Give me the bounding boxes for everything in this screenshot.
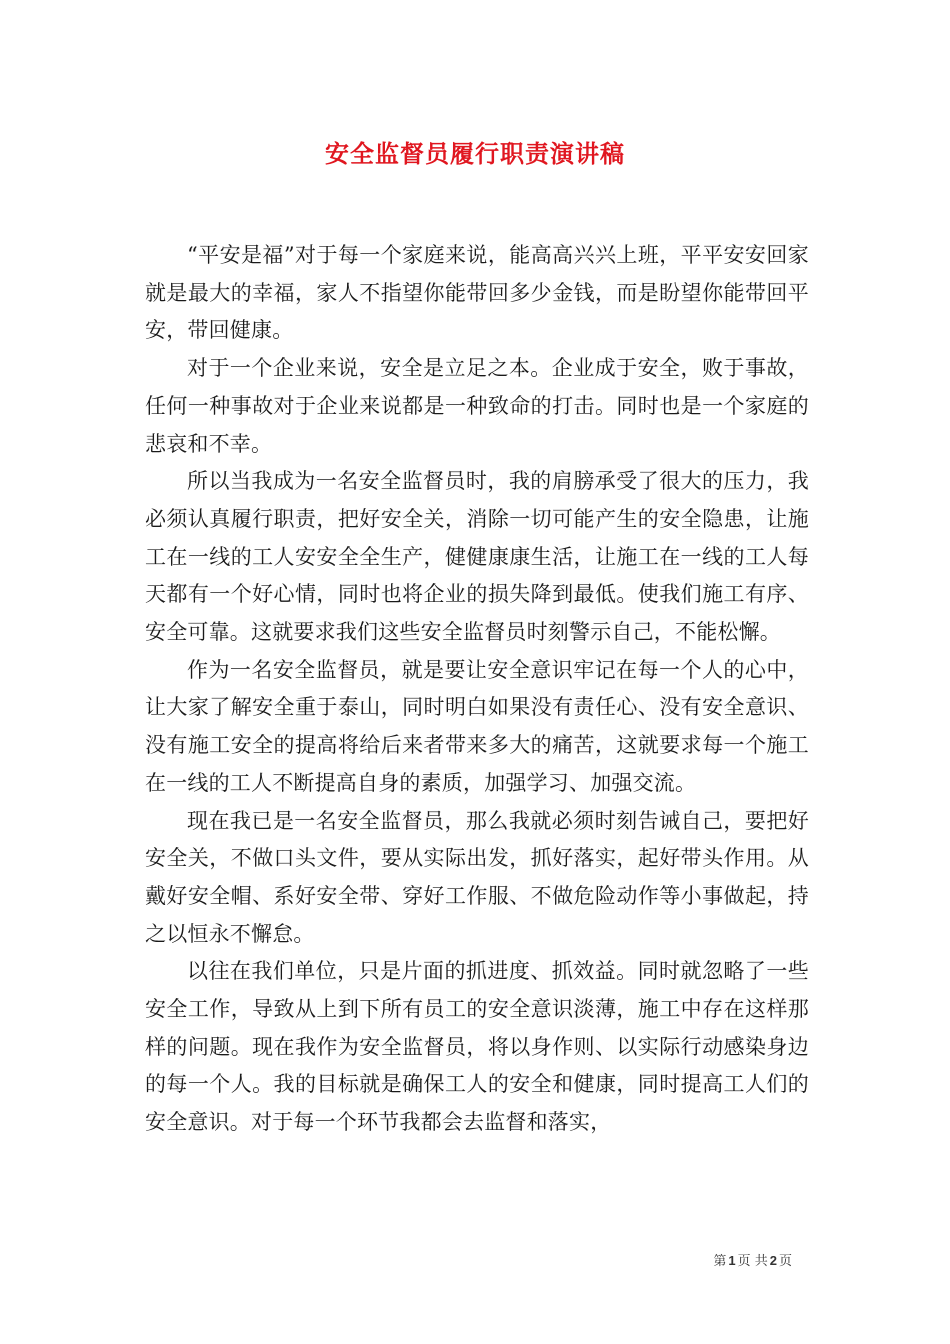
- footer-prefix: 第: [713, 1254, 727, 1269]
- document-title: 安全监督员履行职责演讲稿: [325, 139, 625, 168]
- footer-middle: 页 共: [737, 1254, 768, 1269]
- paragraph: 作为一名安全监督员，就是要让安全意识牢记在每一个人的心中，让大家了解安全重于泰山，同时明白如果没有责任心、没有安全意识、没有施工安全的提高将给后来者带来多大的痛苦，这就要求每一个施工在一线的工人不断提高自身的素质，加强学习、加强交流。: [145, 657, 809, 795]
- paragraph: “平安是福”对于每一个家庭来说，能高高兴兴上班，平平安安回家就是最大的幸福，家人不指望你能带回多少金钱，而是盼望你能带回平安，带回健康。: [145, 243, 809, 343]
- paragraph: 以往在我们单位，只是片面的抓进度、抓效益。同时就忽略了一些安全工作，导致从上到下所有员工的安全意识淡薄，施工中存在这样那样的问题。现在我作为安全监督员，将以身作则、以实际行动感染身边的每一个人。我的目标就是确保工人的安全和健康，同时提高工人们的安全意识。对于每一个环节我都会去监督和落实，: [145, 959, 809, 1135]
- footer-suffix: 页: [778, 1254, 792, 1269]
- paragraph: 对于一个企业来说，安全是立足之本。企业成于安全，败于事故，任何一种事故对于企业来说都是一种致命的打击。同时也是一个家庭的悲哀和不幸。: [145, 356, 809, 456]
- total-pages-number: 2: [769, 1253, 777, 1268]
- paragraph: 所以当我成为一名安全监督员时，我的肩膀承受了很大的压力，我必须认真履行职责，把好安全关，消除一切可能产生的安全隐患，让施工在一线的工人安安全全生产，健健康康生活，让施工在一线的工人每天都有一个好心情，同时也将企业的损失降到最低。使我们施工有序、安全可靠。这就要求我们这些安全监督员时刻警示自己，不能松懈。: [145, 469, 809, 645]
- paragraph: 现在我已是一名安全监督员，那么我就必须时刻告诫自己，要把好安全关，不做口头文件，要从实际出发，抓好落实，起好带头作用。从戴好安全帽、系好安全带、穿好工作服、不做危险动作等小事做起，持之以恒永不懈怠。: [145, 808, 809, 946]
- page-number-footer: [713, 1250, 792, 1269]
- current-page-number: 1: [728, 1253, 736, 1268]
- document-body: [145, 237, 809, 1142]
